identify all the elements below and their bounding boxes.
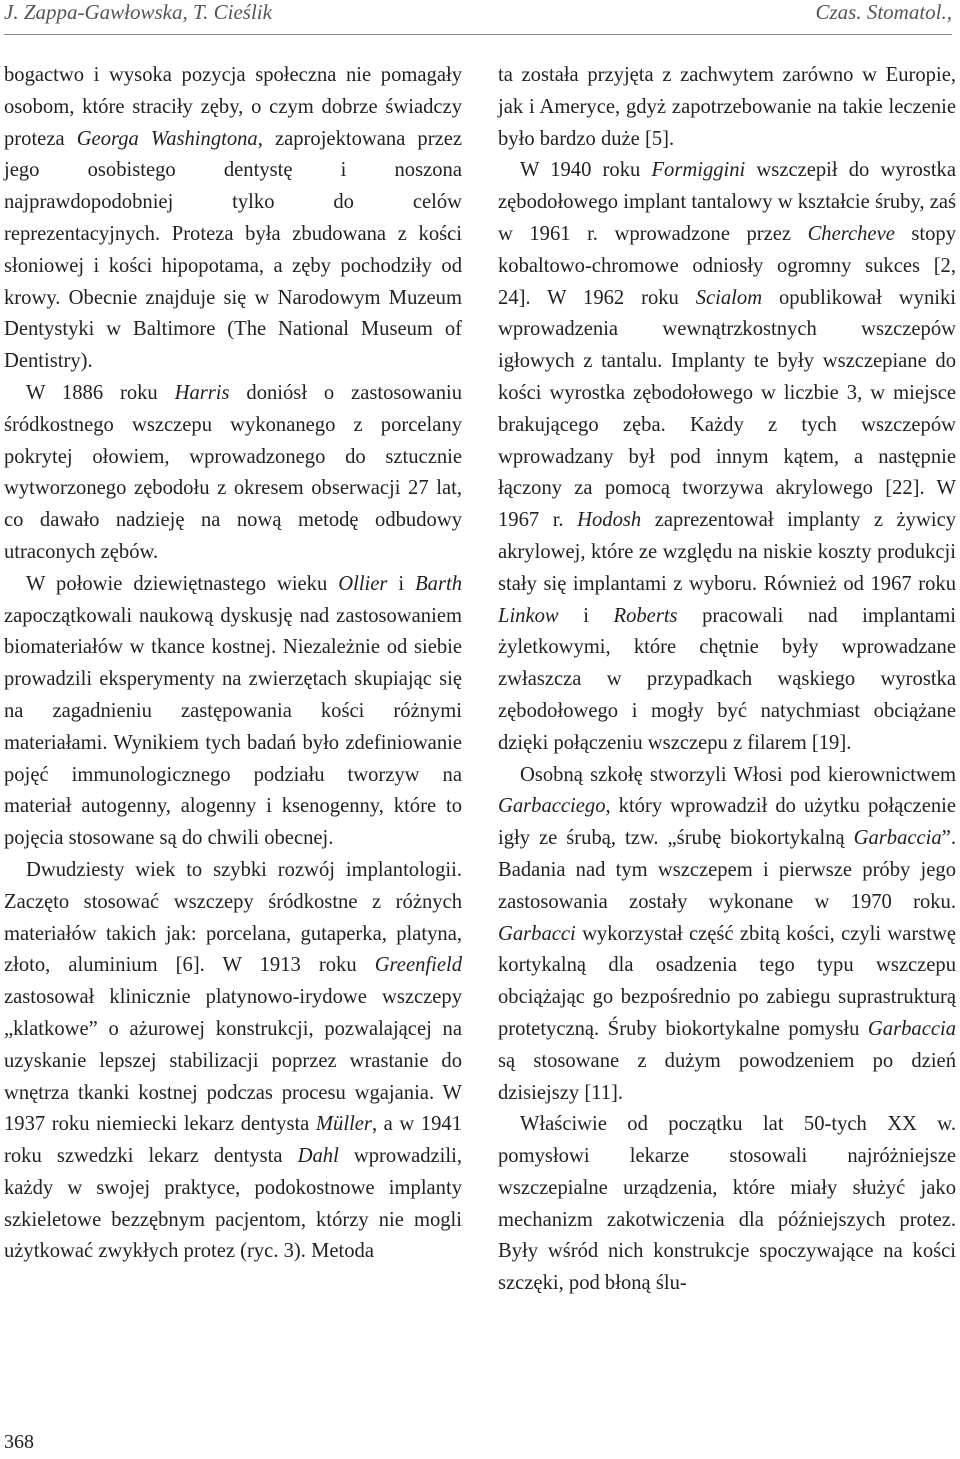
italic-name: Greenfield	[374, 954, 462, 977]
text-segment: stopy kobaltowo-chromowe odniosły ogromny sukces [2, 24]. W 1962 roku	[498, 222, 956, 309]
italic-name: Garbacci	[498, 922, 576, 945]
header-authors: J. Zappa-Gawłowska, T. Cieślik	[4, 0, 272, 24]
text-segment: doniósł o zastosowaniu śródkostnego wszczepu wykonanego z porcelany pokrytej ołowiem, wprowadzonego do sztucznie wytworzonego zębodołu z okresem obserwacji 27 lat, co dawało nadzieję na nową metodę odbudowy utraconych zębów.	[4, 381, 463, 563]
page-number: 368	[4, 1431, 34, 1453]
italic-name: Dahl	[297, 1145, 339, 1168]
italic-name: Ollier	[338, 572, 388, 595]
text-segment: i	[558, 604, 614, 627]
text-segment: , a w 1941 roku szwedzki lekarz dentysta	[4, 1113, 462, 1168]
paragraph	[498, 760, 956, 1110]
text-segment: ta została przyjęta z zachwytem zarówno w Europie, jak i Ameryce, gdyż zapotrzebowanie na takie leczenie było bardzo duże [5].	[498, 64, 956, 150]
text-segment: wprowadzili, każdy w swojej praktyce, podokostnowe implanty szkieletowe bezzębnym pacjentom, którzy nie mogli użytkować zwykłych protez (ryc. 3). Metoda	[4, 1145, 462, 1263]
text-segment: opublikował wyniki wprowadzenia wewnątrzkostnych wszczepów igłowych z tantalu. Implanty te były wszczepiane do kości wyrostka zębodołowego w liczbie 3, w miejsce brakującego zęba. Każdy z tych wszczepów wprowadzany był pod innym kątem, a następnie łączony za pomocą tworzywa akrylowego [22]. W 1967 r.	[498, 286, 956, 532]
text-segment: bogactwo i wysoka pozycja społeczna nie pomagały osobom, które straciły zęby, o czym dobrze świadczy proteza	[4, 64, 462, 150]
text-segment: W 1886 roku	[26, 381, 175, 404]
text-segment: wszczepił do wyrostka zębodołowego implant tantalowy w kształcie śruby, zaś w 1961 r. wprowadzone przez	[498, 159, 956, 245]
italic-name: Müller	[315, 1113, 372, 1136]
text-segment: pracowali nad implantami żyletkowymi, które chętnie były wprowadzane zwłaszcza w przypadkach wąskiego wyrostka zębodołowego i mogły być natychmiast obciążane dzięki połączeniu wszczepu z filarem [19].	[498, 604, 956, 754]
left-text-column	[4, 60, 462, 1268]
right-text-column	[498, 60, 956, 1300]
text-segment: zastosował klinicznie platynowo-irydowe wszczepy „klatkowe” o ażurowej konstrukcji, pozwalającej na uzyskanie lepszej stabilizacji poprzez wrastanie do wnętrza tkanki kostnej podczas procesu wgajania. W 1937 roku niemiecki lekarz dentysta	[4, 986, 462, 1136]
text-segment: , który wprowadził do użytku połączenie igły ze śrubą, tzw. „śrubę biokortykalną	[498, 795, 956, 850]
text-segment: wykorzystał część zbitą kości, czyli warstwę kortykalną dla osadzenia tego typu wszczepu obciążając go bezpośrednio po zabiegu suprastrukturą protetyczną. Śruby biokortykalne pomysłu	[498, 922, 956, 1040]
italic-name: Scialom	[695, 286, 763, 309]
italic-name: Chercheve	[807, 222, 895, 245]
italic-name: Formiggini	[651, 159, 746, 182]
running-header	[4, 0, 952, 35]
text-segment: zaprezentował implanty z żywicy akrylowej, które ze względu na niskie koszty produkcji stały się implantami z wyboru. Również od 1967 roku	[498, 509, 957, 595]
text-segment: ”. Badania nad tym wszczepem i pierwsze próby jego zastosowania zostały wykonane w 1970 roku.	[498, 827, 956, 913]
italic-name: Harris	[174, 381, 230, 404]
italic-name: Hodosh	[577, 509, 642, 532]
italic-name: Roberts	[613, 604, 678, 627]
italic-name: Garbaccia	[867, 1017, 956, 1040]
italic-name: Garbacciego	[498, 795, 606, 818]
paragraph	[4, 60, 462, 378]
italic-name: Garbaccia	[853, 827, 942, 850]
text-segment: Dwudziesty wiek to szybki rozwój implantologii. Zaczęto stosować wszczepy śródkostne z różnych materiałów takich jak: porcelana, gutaperka, platyna, złoto, aluminium [6]. W 1913 roku	[4, 858, 462, 977]
italic-name: Barth	[415, 572, 462, 595]
text-segment: są stosowane z dużym powodzeniem po dzień dzisiejszy [11].	[498, 1049, 956, 1104]
header-journal: Czas. Stomatol.,	[815, 0, 952, 24]
text-segment: W połowie dziewiętnastego wieku	[26, 572, 339, 595]
text-segment: W 1940 roku	[520, 159, 652, 182]
paragraph	[498, 1109, 956, 1300]
text-segment: zapoczątkowali naukową dyskusję nad zastosowaniem biomateriałów w tkance kostnej. Niezależnie od siebie prowadzili eksperymenty na zwierzętach skupiając się na zagadnieniu zastępowania kości różnymi materiałami. Wynikiem tych badań było zdefiniowanie pojęć immunologicznego podziału tworzyw na materiał autogenny, alogenny i ksenogenny, które to pojęcia stosowane są do chwili obecnej.	[4, 604, 462, 850]
paragraph	[498, 155, 956, 759]
text-segment: Osobną szkołę stworzyli Włosi pod kierownictwem	[520, 763, 956, 786]
paragraph	[498, 60, 956, 155]
italic-name: Georga Washingtona	[76, 127, 258, 150]
text-segment: Właściwie od początku lat 50-tych XX w. pomysłowi lekarze stosowali najróżniejsze wszczepialne urządzenia, które miały służyć jako mechanizm zakotwiczenia dla późniejszych protez. Były wśród nich konstrukcje spoczywające na kości szczęki, pod błoną ślu-	[498, 1113, 956, 1295]
text-segment: , zaprojektowana przez jego osobistego dentystę i noszona najprawdopodobniej tylko do celów reprezentacyjnych. Proteza była zbudowana z kości słoniowej i kości hipopotama, a zęby pochodziły od krowy. Obecnie znajduje się w Narodowym Muzeum Dentystyki w Baltimore (The National Museum of Dentistry).	[4, 127, 462, 373]
paragraph	[4, 378, 462, 569]
paragraph	[4, 855, 462, 1268]
paragraph	[4, 569, 462, 855]
italic-name: Linkow	[498, 604, 559, 627]
text-segment: i	[387, 572, 416, 595]
